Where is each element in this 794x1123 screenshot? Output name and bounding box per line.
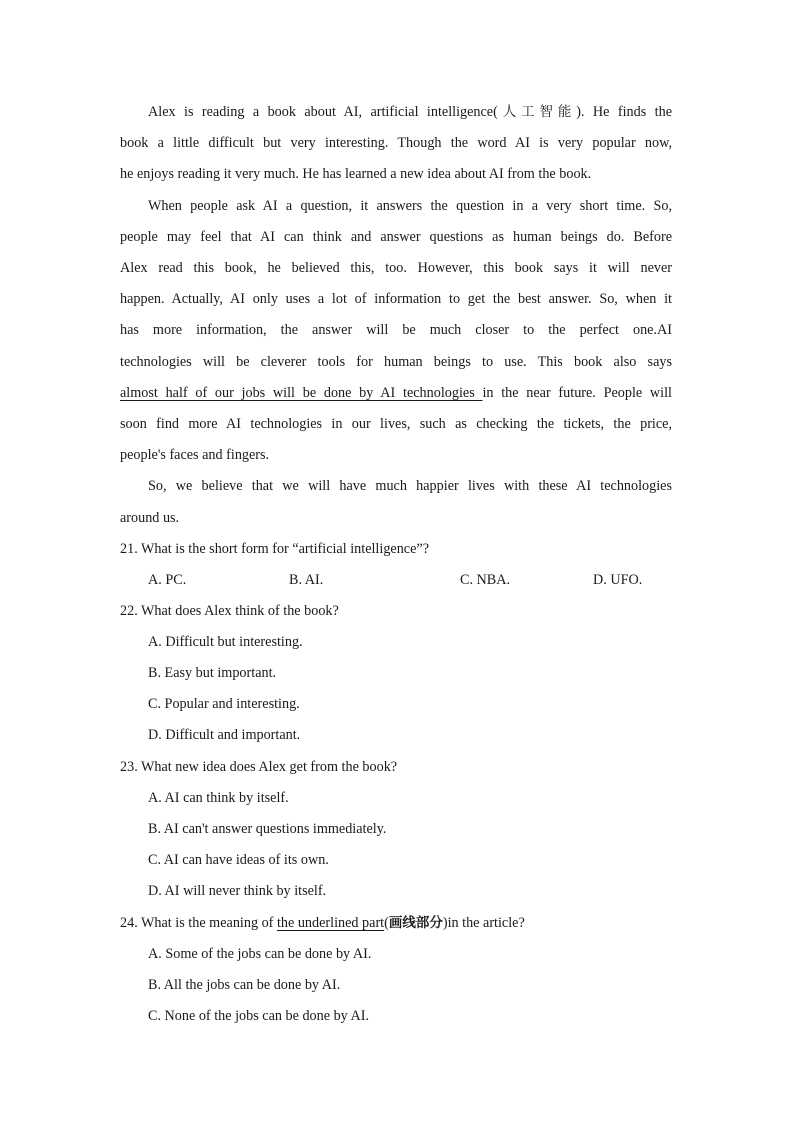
- underlined-reference: the underlined part: [276, 915, 385, 931]
- passage-p2-line3: Alex read this book, he believed this, too. However, this book says it will never: [120, 260, 672, 276]
- passage-p2-line6: technologies will be cleverer tools for human beings to use. This book also says: [120, 354, 672, 370]
- question-24-stem: [120, 913, 525, 933]
- passage-p2-line2: people may feel that AI can think and answer questions as human beings do. Before: [120, 229, 672, 245]
- passage-p2-line7: [120, 383, 672, 403]
- question-23-option-c: C. AI can have ideas of its own.: [148, 852, 329, 868]
- passage-p1-line3: he enjoys reading it very much. He has learned a new idea about AI from the book.: [120, 166, 592, 182]
- text: ). He finds the: [576, 104, 672, 120]
- passage-p3-line1: So, we believe that we will have much happier lives with these AI technologies: [148, 478, 672, 494]
- chinese-gloss: 人工智能: [497, 104, 577, 120]
- question-22-option-c: C. Popular and interesting.: [148, 696, 300, 712]
- question-24-option-b: B. All the jobs can be done by AI.: [148, 977, 341, 993]
- question-23-option-b: B. AI can't answer questions immediately.: [148, 821, 387, 837]
- text: )in the article?: [442, 915, 525, 931]
- question-21-option-b: B. AI.: [289, 572, 324, 588]
- passage-p2-line5: has more information, the answer will be much closer to the perfect one.AI: [120, 322, 672, 338]
- text: Alex is reading a book about AI, artificial intelligence(: [148, 104, 498, 120]
- text: 24. What is the meaning of: [120, 915, 277, 931]
- question-23-option-d: D. AI will never think by itself.: [148, 883, 327, 899]
- passage-p3-line2: around us.: [120, 510, 180, 526]
- question-22-option-a: A. Difficult but interesting.: [148, 634, 303, 650]
- text: in the near future. People will: [482, 385, 673, 401]
- question-23-stem: 23. What new idea does Alex get from the book?: [120, 759, 398, 775]
- question-24-option-a: A. Some of the jobs can be done by AI.: [148, 946, 372, 962]
- question-21-option-d: D. UFO.: [593, 572, 643, 588]
- question-22-stem: 22. What does Alex think of the book?: [120, 603, 339, 619]
- question-21-stem: 21. What is the short form for “artificial intelligence”?: [120, 541, 429, 557]
- question-24-option-c: C. None of the jobs can be done by AI.: [148, 1008, 370, 1024]
- passage-p2-line1: When people ask AI a question, it answers the question in a very short time. So,: [148, 198, 672, 214]
- passage-p2-line4: happen. Actually, AI only uses a lot of information to get the best answer. So, when it: [120, 291, 672, 307]
- question-21-option-c: C. NBA.: [460, 572, 511, 588]
- underlined-part: almost half of our jobs will be done by AI technologies: [120, 385, 483, 401]
- passage-p2-line8: soon find more AI technologies in our lives, such as checking the tickets, the price,: [120, 416, 672, 432]
- passage-p1-line1: [148, 102, 672, 122]
- question-21-option-a: A. PC.: [148, 572, 187, 588]
- passage-p2-line9: people's faces and fingers.: [120, 447, 270, 463]
- passage-p1-line2: book a little difficult but very interesting. Though the word AI is very popular now,: [120, 135, 672, 151]
- chinese-gloss: 画线部分: [388, 915, 443, 931]
- text: (: [384, 915, 389, 931]
- question-22-option-b: B. Easy but important.: [148, 665, 277, 681]
- question-22-option-d: D. Difficult and important.: [148, 727, 301, 743]
- question-23-option-a: A. AI can think by itself.: [148, 790, 289, 806]
